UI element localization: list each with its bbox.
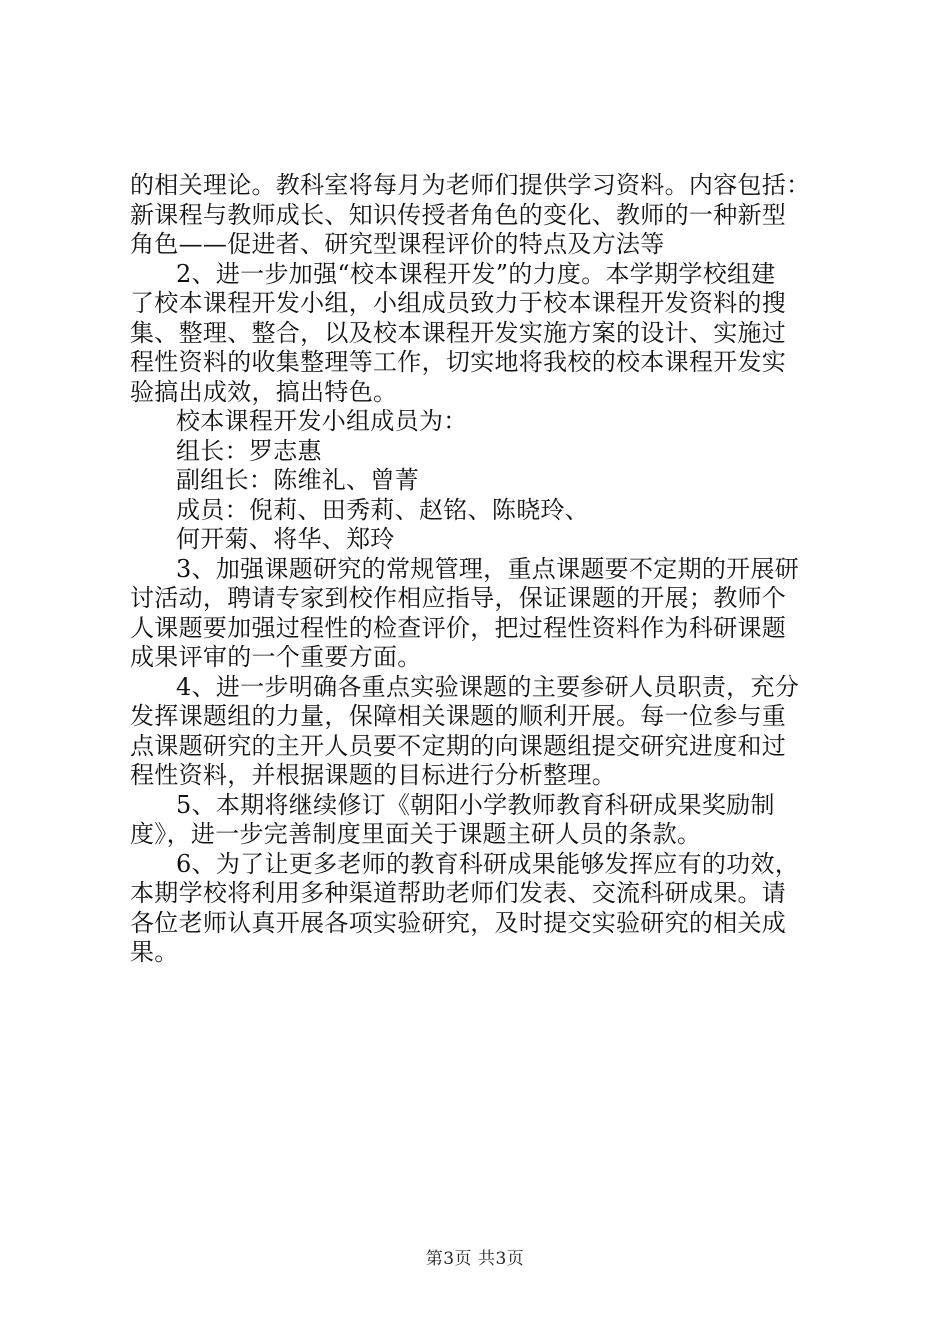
text-line: 了校本课程开发小组，小组成员致力于校本课程开发资料的搜 [130,289,787,317]
page-footer: 第3页 共3页 [425,1249,525,1269]
text-line: 验搞出成效，搞出特色。 [130,377,398,406]
text-line: 何开菊、将华、郑玲 [176,525,395,553]
text-line: 5、本期将继续修订《朝阳小学教师教育科研成果奖励制 [176,790,775,819]
text-line: 度》，进一步完善制度里面关于课题主研人员的条款。 [130,820,702,848]
text-line: 角色——促进者、研究型课程评价的特点及方法等 [130,230,665,258]
text-line: 发挥课题组的力量，保障相关课题的顺利开展。每一位参与重 [130,702,787,730]
text-line: 各位老师认真开展各项实验研究，及时提交实验研究的相关成 [130,908,787,937]
text-line: 的相关理论。教科室将每月为老师们提供学习资料。内容包括： [130,171,811,199]
text-line: 讨活动，聘请专家到校作相应指导，保证课题的开展；教师个 [130,584,787,612]
document-body [130,171,830,968]
text-line: 程性资料的收集整理等工作，切实地将我校的校本课程开发实 [130,348,787,376]
text-line: 点课题研究的主开人员要不定期的向课题组提交研究进度和过 [130,731,787,760]
text-line: 3、加强课题研究的常规管理，重点课题要不定期的开展研 [176,554,800,583]
text-line: 程性资料，并根据课题的目标进行分析整理。 [130,761,616,789]
text-line: 人课题要加强过程性的检查评价，把过程性资料作为科研课题 [130,613,787,642]
text-line: 本期学校将利用多种渠道帮助老师们发表、交流科研成果。请 [130,879,787,907]
text-line: 校本课程开发小组成员为： [176,407,468,435]
text-line: 副组长：陈维礼、曾菁 [176,466,419,494]
text-line: 集、整理、整合，以及校本课程开发实施方案的设计、实施过 [130,318,787,347]
text-line: 成果评审的一个重要方面。 [130,643,422,671]
text-line: 组长：罗志惠 [176,436,322,465]
text-line: 6、为了让更多老师的教育科研成果能够发挥应有的功效， [176,849,800,878]
text-line: 2、进一步加强“校本课程开发”的力度。本学期学校组建 [176,259,776,288]
text-line: 果。 [130,938,179,966]
text-line: 4、进一步明确各重点实验课题的主要参研人员职责，充分 [176,672,800,701]
text-line: 成员：倪莉、田秀莉、赵铭、陈晓玲、 [176,495,590,524]
text-line: 新课程与教师成长、知识传授者角色的变化、教师的一种新型 [130,200,787,229]
